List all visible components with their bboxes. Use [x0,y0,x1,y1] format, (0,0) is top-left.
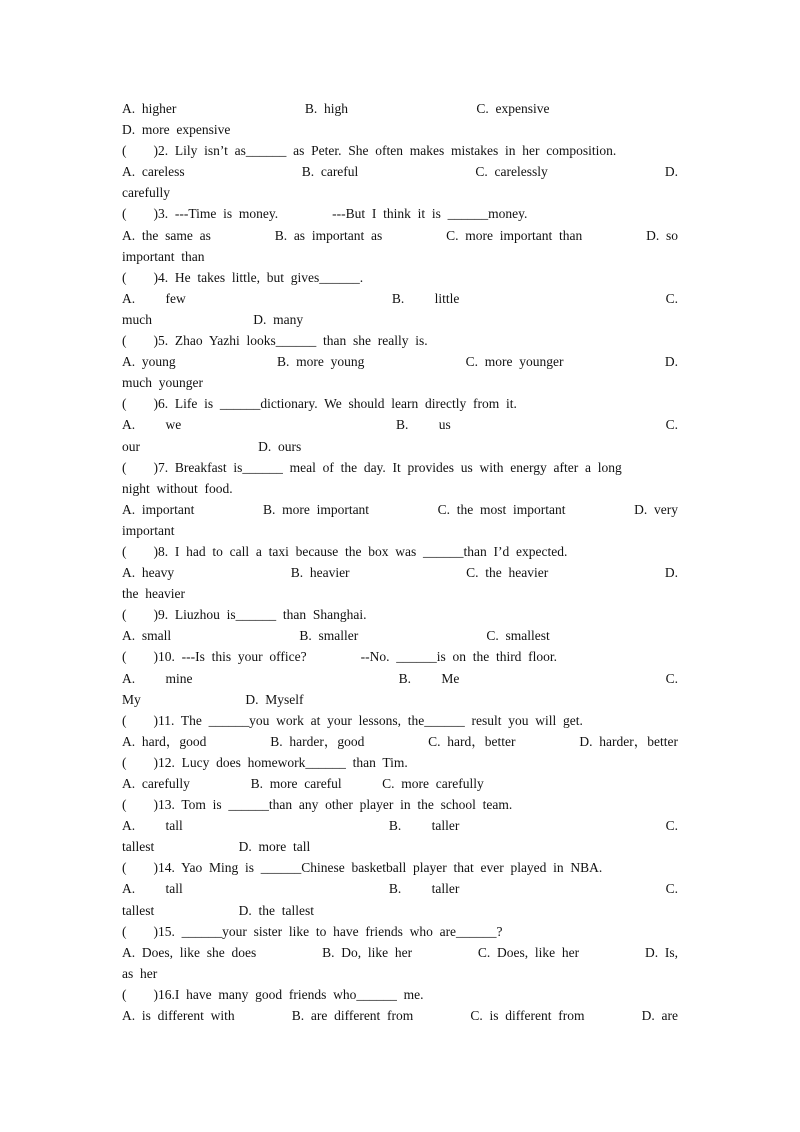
option-text: A. heavy [122,565,175,581]
option-text: C. the most important [437,501,566,517]
options-line [122,878,678,899]
option-text: B. taller [388,818,460,834]
option-text: A. mine [122,670,193,686]
text-line: ( )13. Tom is ______than any other player in the school team. [122,797,513,813]
option-text: A. young [122,354,176,370]
text-line: D. more expensive [122,122,231,138]
option-text: C. [665,881,678,897]
options-line [122,288,678,309]
option-text: C. is different from [470,1008,585,1024]
option-text: C. carelessly [475,164,548,180]
option-text: A. hard，good [122,733,207,749]
option-text: B. as important as [274,227,383,243]
option-text: B. smaller [299,628,359,644]
options-line [122,731,678,752]
option-text: B. Me [398,670,460,686]
text-line: ( )6. Life is ______dictionary. We should learn directly from it. [122,396,517,412]
options-line [122,499,678,520]
options-line [122,942,678,963]
option-text: A. the same as [122,227,211,243]
text-line: My D. Myself [122,691,304,707]
option-text: C. smallest [486,628,550,644]
text-line: ( )7. Breakfast is______ meal of the day. It provides us with energy after a long [122,459,622,475]
option-text: A. small [122,628,172,644]
option-text: B. taller [388,881,460,897]
option-text: D. so [646,227,678,243]
option-text: C. [665,290,678,306]
option-text: D. [664,354,678,370]
option-text: D. [664,164,678,180]
option-text: B. are different from [291,1008,414,1024]
option-text: D. Is, [645,944,678,960]
text-line: as her [122,965,158,981]
option-text: B. harder，good [270,733,365,749]
text-line: ( )3. ---Time is money. ---But I think it is ______money. [122,206,528,222]
option-text: B. heavier [290,565,350,581]
option-text: B. more young [276,354,365,370]
options-line [122,815,678,836]
option-text: A. is different with [122,1008,235,1024]
options-line [122,1005,678,1026]
option-text: D. [664,565,678,581]
option-text: A. tall [122,818,183,834]
option-text: C. [665,818,678,834]
option-text: B. little [391,290,460,306]
option-text: B. high [304,101,348,116]
text-line: ( )16.I have many good friends who______ me. [122,986,424,1002]
option-text: C. the heavier [466,565,549,581]
text-line: much D. many [122,311,304,327]
text-line: night without food. [122,480,233,496]
option-text: A. few [122,290,186,306]
text-line: ( )9. Liuzhou is______ than Shanghai. [122,607,367,623]
text-line: important than [122,248,205,264]
option-text: C. Does, like her [477,944,580,960]
text-line: much younger [122,375,203,391]
option-text: B. us [396,417,451,433]
option-text: B. Do, like her [322,944,413,960]
options-line [122,414,678,435]
options-line [122,161,678,182]
option-text: C. expensive [476,101,550,116]
option-text: B. more important [262,501,370,517]
text-line: ( )10. ---Is this your office? --No. ______is on the third floor. [122,649,558,665]
text-line: important [122,522,175,538]
text-line: ( )8. I had to call a taxi because the box was ______than I’d expected. [122,543,568,559]
option-text: B. careful [301,164,359,180]
option-text: C. [665,670,678,686]
text-line: ( )4. He takes little, but gives______. [122,269,364,285]
options-line [122,351,678,372]
options-line [122,225,678,246]
option-text: D. are [641,1008,678,1024]
options-line [122,98,678,119]
option-text: A. Does, like she does [122,944,257,960]
options-line [122,668,678,689]
worksheet-page [122,98,678,1026]
text-line: ( )5. Zhao Yazhi looks______ than she really is. [122,333,428,349]
text-line: carefully [122,185,170,201]
option-text: A. higher [122,101,177,116]
text-line: ( )11. The ______you work at your lessons, the______ result you will get. [122,712,583,728]
option-text: C. more younger [465,354,564,370]
option-text: A. important [122,501,195,517]
option-text: D. harder，better [579,733,678,749]
text-line: tallest D. the tallest [122,902,314,918]
text-line: the heavier [122,586,185,602]
options-line [122,625,678,646]
option-text: A. tall [122,881,183,897]
text-line: ( )14. Yao Ming is ______Chinese basketball player that ever played in NBA. [122,860,603,876]
option-text: C. [665,417,678,433]
text-line: tallest D. more tall [122,839,311,855]
text-line: ( )15. ______your sister like to have friends who are______? [122,923,503,939]
option-text: A. careless [122,164,185,180]
option-text: C. hard，better [428,733,516,749]
text-line: our D. ours [122,438,302,454]
text-line: ( )12. Lucy does homework______ than Tim. [122,754,408,770]
option-text: A. we [122,417,182,433]
options-line [122,562,678,583]
text-line: A. carefully B. more careful C. more carefully [122,776,484,791]
option-text: D. very [634,501,678,517]
option-text: C. more important than [446,227,583,243]
text-line: ( )2. Lily isn’t as______ as Peter. She often makes mistakes in her composition. [122,143,617,159]
